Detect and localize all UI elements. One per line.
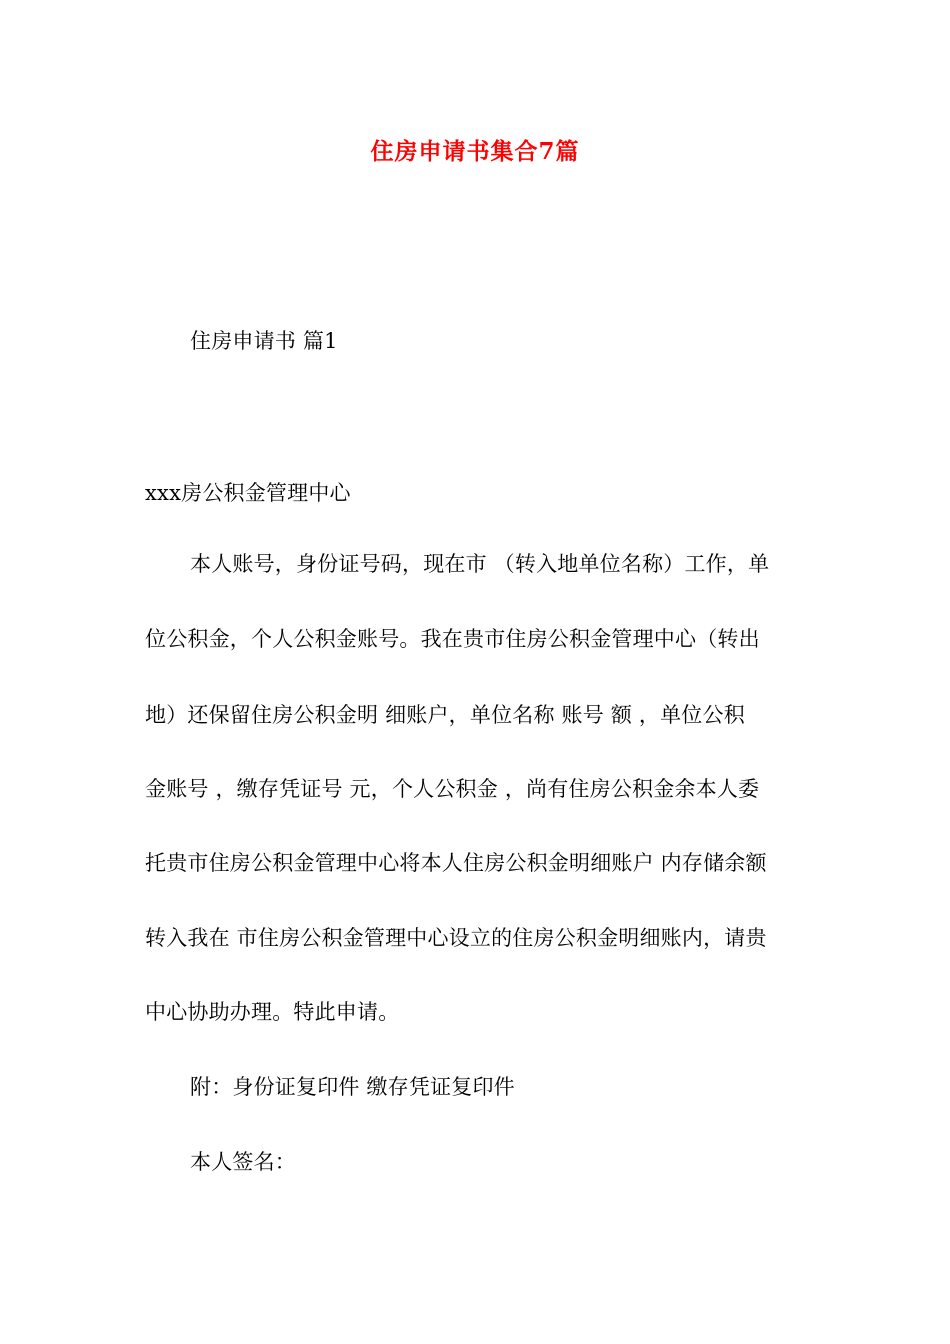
attachment-line: 附：身份证复印件 缴存凭证复印件 — [190, 1075, 515, 1099]
signature-line: 本人签名： — [190, 1150, 296, 1174]
addressee: xxx房公积金管理中心 — [145, 481, 351, 505]
section-heading: 住房申请书 篇1 — [190, 329, 338, 353]
body-line-7: 中心协助办理。特此申请。 — [145, 1000, 400, 1024]
body-line-4: 金账号 ，缴存凭证号 元，个人公积金 ，尚有住房公积金余本人委 — [145, 777, 760, 801]
body-line-1: 本人账号，身份证号码，现在市 （转入地单位名称）工作，单 — [190, 552, 770, 576]
document-title: 住房申请书集合7篇 — [370, 138, 580, 165]
body-line-6: 转入我在 市住房公积金管理中心设立的住房公积金明细账内，请贵 — [145, 926, 767, 950]
body-line-5: 托贵市住房公积金管理中心将本人住房公积金明细账户 内存储余额 — [145, 851, 767, 875]
body-line-2: 位公积金，个人公积金账号。我在贵市住房公积金管理中心（转出 — [145, 627, 760, 651]
body-line-3: 地）还保留住房公积金明 细账户，单位名称 账号 额 ，单位公积 — [145, 703, 745, 727]
